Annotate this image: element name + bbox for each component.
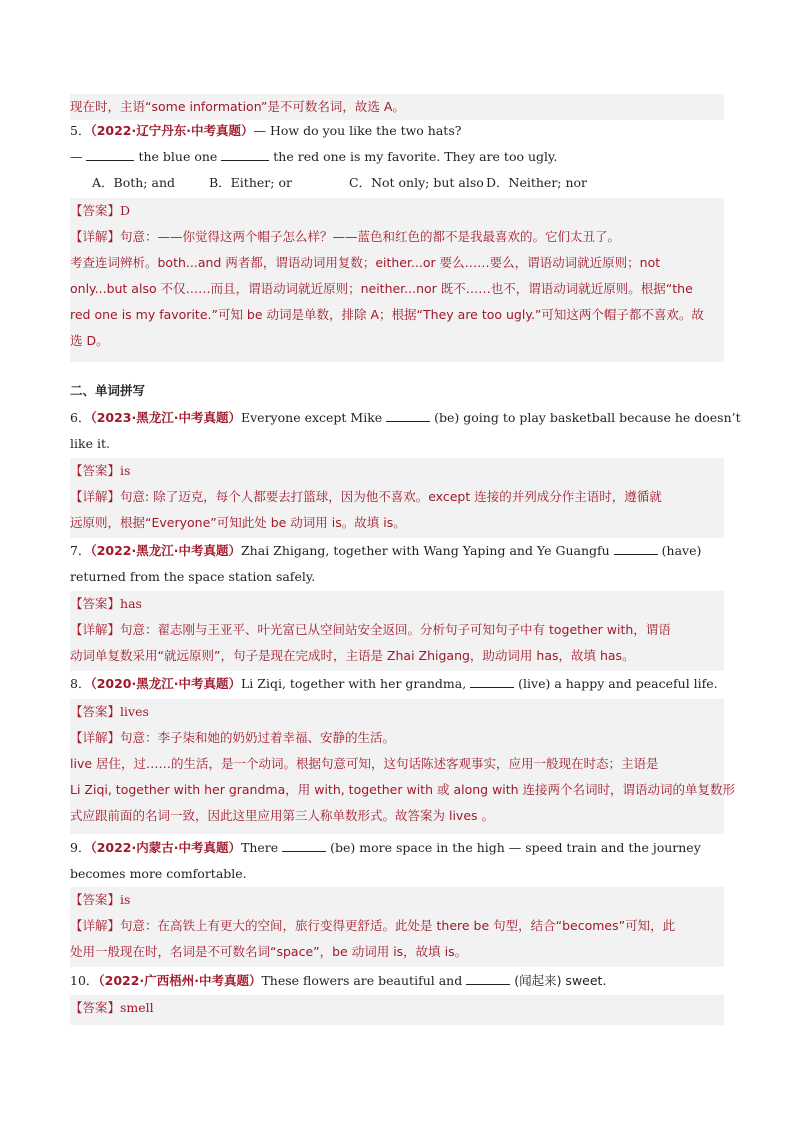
question-number: 9．	[70, 840, 91, 855]
question-text: the blue one	[138, 149, 218, 164]
detail-line: Li Ziqi, together with her grandma，用 with, together with 或 along with 连接两个名词时，谓语动词的单复数形	[70, 782, 736, 797]
section-heading	[70, 378, 724, 404]
question-5	[70, 118, 724, 196]
detail-line: live 居住，过……的生活，是一个动词。根据句意可知，这句话陈述客观事实，应用一般现在时态；主语是	[70, 756, 659, 771]
detail-line: 句意：李子柒和她的奶奶过着幸福、安静的生活。	[120, 730, 396, 745]
detail-line: 远原则，根据“Everyone”可知此处 be 动词用 is。故填 is。	[70, 515, 406, 530]
answer-blank	[466, 972, 510, 985]
question-text: (be) going to play basketball because he doesn’t	[434, 410, 741, 425]
answer-value: D	[120, 203, 131, 218]
answer-blank	[221, 148, 269, 161]
question-text: (have)	[661, 543, 702, 558]
question-source: （2022·内蒙古·中考真题）	[90, 840, 241, 855]
question-source: （2020·黑龙江·中考真题）	[90, 676, 241, 691]
detail-line: 句意: 除了迈克，每个人都要去打篮球，因为他不喜欢。except 连接的并列成分作主语时，遵循就	[120, 489, 662, 504]
options-row	[70, 170, 724, 196]
question-number: 6．	[70, 410, 91, 425]
question-text: like it.	[70, 436, 110, 451]
question-text: Everyone except Mike	[241, 410, 383, 425]
question-text: There	[241, 840, 279, 855]
answer-label: 【答案】	[70, 704, 121, 719]
question-text: Zhai Zhigang, together with Wang Yaping and Ye Guangfu	[241, 543, 610, 558]
explanation-text: 现在时，主语“some information”是不可数名词，故选 A。	[70, 99, 405, 114]
answer-value: has	[120, 596, 142, 611]
answer-label: 【答案】	[70, 596, 121, 611]
answer-label: 【答案】	[70, 1000, 121, 1015]
question-text: becomes more comfortable.	[70, 866, 247, 881]
question-prompt: — How do you like the two hats?	[253, 123, 462, 138]
question-7	[70, 538, 724, 590]
answer-block-6	[70, 458, 724, 538]
question-text: These flowers are beautiful and	[261, 973, 463, 988]
question-number: 8．	[70, 676, 91, 691]
question-text: (live) a happy and peaceful life.	[518, 676, 718, 691]
question-source: （2022·广西梧州·中考真题）	[98, 973, 262, 988]
answer-value: smell	[120, 1000, 154, 1015]
answer-blank	[614, 542, 658, 555]
question-10	[70, 968, 724, 994]
detail-line: 句意：——你觉得这两个帽子怎么样？——蓝色和红色的都不是我最喜欢的。它们太丑了。	[120, 229, 621, 244]
answer-block-7	[70, 591, 724, 671]
answer-block-5	[70, 198, 724, 362]
detail-line: 动词单复数采用“就远原则”，句子是现在完成时，主语是 Zhai Zhigang，助动词用 has，故填 has。	[70, 648, 635, 663]
detail-label: 【详解】	[70, 489, 121, 504]
question-text: (闻起来) sweet.	[514, 973, 607, 988]
option-b: B．Either; or	[209, 175, 292, 190]
question-number: 7．	[70, 543, 91, 558]
answer-blank	[282, 839, 326, 852]
detail-label: 【详解】	[70, 918, 121, 933]
option-d: D．Neither; nor	[486, 175, 588, 190]
detail-label: 【详解】	[70, 730, 121, 745]
answer-blank	[470, 675, 514, 688]
answer-block-9	[70, 887, 724, 967]
answer-blank	[386, 409, 430, 422]
detail-line: only...but also 不仅……而且，谓语动词就近原则；neither...nor 既不……也不，谓语动词就近原则。根据“the	[70, 281, 693, 296]
answer-label: 【答案】	[70, 203, 121, 218]
answer-value: is	[120, 892, 131, 907]
detail-line: 句意：在高铁上有更大的空间，旅行变得更舒适。此处是 there be 句型，结合“becomes”可知，此	[120, 918, 676, 933]
detail-line: red one is my favorite.”可知 be 动词是单数，排除 A；根据“They are too ugly.”可知这两个帽子都不喜欢。故	[70, 307, 704, 322]
question-source: （2022·辽宁丹东·中考真题）	[90, 123, 254, 138]
answer-value: is	[120, 463, 131, 478]
question-text: Li Ziqi, together with her grandma,	[241, 676, 467, 691]
answer-label: 【答案】	[70, 463, 121, 478]
question-text: the red one is my favorite. They are too ugly.	[273, 149, 558, 164]
detail-line: 式应跟前面的名词一致，因此这里应用第三人称单数形式。故答案为 lives 。	[70, 808, 494, 823]
detail-label: 【详解】	[70, 622, 121, 637]
detail-label: 【详解】	[70, 229, 121, 244]
detail-line: 选 D。	[70, 333, 109, 348]
option-c: C．Not only; but also	[349, 175, 484, 190]
question-number: 10．	[70, 973, 99, 988]
detail-line: 处用一般现在时，名词是不可数名词“space”，be 动词用 is，故填 is。	[70, 944, 468, 959]
section-title: 二、单词拼写	[70, 383, 146, 398]
question-8	[70, 671, 724, 697]
option-a: A．Both; and	[92, 175, 176, 190]
detail-line: 考查连词辨析。both...and 两者都，谓语动词用复数；either...or 要么……要么，谓语动词就近原则；not	[70, 255, 661, 270]
answer-value: lives	[120, 704, 149, 719]
answer-label: 【答案】	[70, 892, 121, 907]
question-6	[70, 405, 741, 457]
answer-block-8	[70, 699, 736, 834]
question-source: （2023·黑龙江·中考真题）	[90, 410, 241, 425]
answer-block-10	[70, 995, 724, 1025]
question-text: returned from the space station safely.	[70, 569, 316, 584]
detail-line: 句意：翟志刚与王亚平、叶光富已从空间站安全返回。分析句子可知句子中有 together with，谓语	[120, 622, 671, 637]
explanation-continuation	[70, 94, 724, 120]
question-source: （2022·黑龙江·中考真题）	[90, 543, 241, 558]
answer-blank	[86, 148, 134, 161]
question-text: (be) more space in the high — speed train and the journey	[330, 840, 701, 855]
dialog-dash: —	[70, 149, 83, 164]
question-number: 5．	[70, 123, 91, 138]
question-9	[70, 835, 724, 887]
